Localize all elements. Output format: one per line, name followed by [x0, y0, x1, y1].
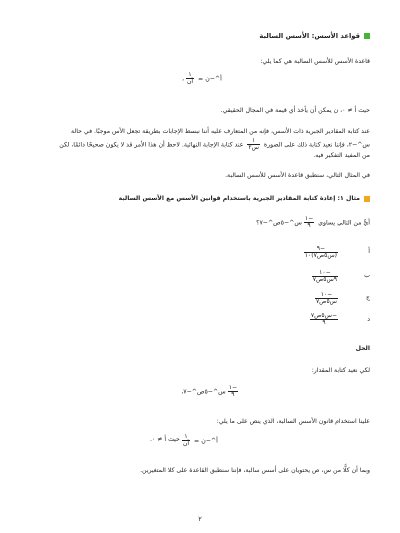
choice-b-num: −١٠ — [312, 270, 338, 277]
rule-num: ١ — [186, 72, 194, 79]
question-fraction — [304, 216, 314, 229]
solution-closing: وبما أن كلًّا من س، ص يحتويان على أسس سالبة، فإننا سنطبق القاعدة على كلا المتغيرين. — [140, 467, 370, 474]
question-start: أيٌّ من التالي يساوي — [318, 219, 370, 227]
para1-line2 — [59, 138, 370, 151]
para1-fraction — [247, 138, 260, 151]
law-den: أن — [183, 440, 190, 447]
choice-a-num: −٩ — [304, 246, 338, 253]
choice-c — [313, 288, 340, 307]
solution-law-text: علينا استخدام قانون الأسس السالبة، الذي ينص على ما يلي: — [216, 418, 370, 425]
rule-condition: حيث أ ≠ ٠، ن يمكن أن يأخذ أي قيمة في المجال الحقيقي. — [220, 107, 370, 114]
para1-den: س٢ — [248, 144, 259, 151]
choice-c-label: ج — [366, 294, 370, 301]
para1-inline-start: س^−٢، فإننا نعيد كتابة ذلك على الصورة — [263, 141, 370, 149]
para1-line1: عند كتابة المقادير الجبرية ذات الأسس، فإنه من المتعارف عليه أننا نبسط الإجابات بطريقة تجعل الأس موجبًا. في حالة — [71, 128, 370, 135]
choice-d-num: −س٥ص٧ — [310, 312, 337, 319]
para1-line2-rest: عند كتابة الإجابة النهائية. لاحظ أن هذا الأمر قد لا يكون صحيحًا دائمًا، لكن — [59, 141, 244, 149]
choice-c-num: −١٠ — [315, 292, 338, 299]
para1-num: ١ — [247, 138, 260, 145]
solution-heading: الحل — [355, 345, 370, 352]
solution-expression — [181, 385, 240, 398]
law-fraction — [182, 434, 190, 447]
question-den: ٩ — [307, 222, 311, 229]
question-num: −١ — [304, 215, 314, 222]
rule-intro: قاعدة الأسس للأسس السالبة هي كما يلي: — [260, 58, 370, 65]
example-question — [256, 216, 370, 229]
solution-fraction — [228, 385, 238, 398]
rule-tail: ، — [182, 75, 184, 83]
choice-a-den: (س٥ص٧)١٠ — [304, 252, 337, 259]
rule-lhs: أ^−ن = — [198, 75, 222, 83]
section-title: قواعد الأسس: الأسس السالبة — [259, 32, 360, 40]
choice-b — [310, 266, 340, 285]
page-number: ٢ — [198, 515, 202, 523]
question-end: س^−٥ص^−٧؟ — [256, 219, 302, 227]
section-square-icon — [364, 33, 370, 39]
solution-intro: لكي نعيد كتابة المقدار: — [311, 367, 370, 374]
choice-b-label: ب — [364, 272, 370, 279]
choice-a-label: أ — [368, 248, 370, 255]
choice-d-den: ٩ — [322, 319, 326, 326]
rule-den: أن — [187, 78, 194, 85]
para2: في المثال التالي، سنطبق قاعدة الأسس للأسس السالبة. — [225, 172, 370, 179]
example-square-icon — [364, 196, 370, 202]
example-title: مثال ١: إعادة كتابة المقادير الجبرية باستخدام قوانين الأسس مع الأسس السالبة — [118, 195, 360, 202]
para1-line3: من المفيد التفكير فيه. — [313, 152, 370, 159]
rule-fraction — [186, 72, 194, 85]
choice-d — [308, 309, 340, 328]
choice-a — [302, 242, 340, 261]
law-lhs: أ^−ن = — [194, 437, 218, 445]
solution-law-condition: حيث أ ≠ ٠. — [150, 436, 180, 443]
choice-d-label: د — [367, 316, 370, 323]
solution-law — [180, 434, 218, 447]
choice-c-den: س٥ص٧ — [315, 298, 337, 305]
solution-expr-end: س^−٥ص^−٧، — [181, 388, 226, 396]
solution-num: −١ — [228, 384, 237, 391]
choice-b-den: ٩س٥ص٧ — [312, 276, 337, 283]
law-num: ١ — [182, 434, 190, 441]
rule-formula — [182, 72, 222, 85]
solution-den: ٩ — [231, 391, 235, 398]
